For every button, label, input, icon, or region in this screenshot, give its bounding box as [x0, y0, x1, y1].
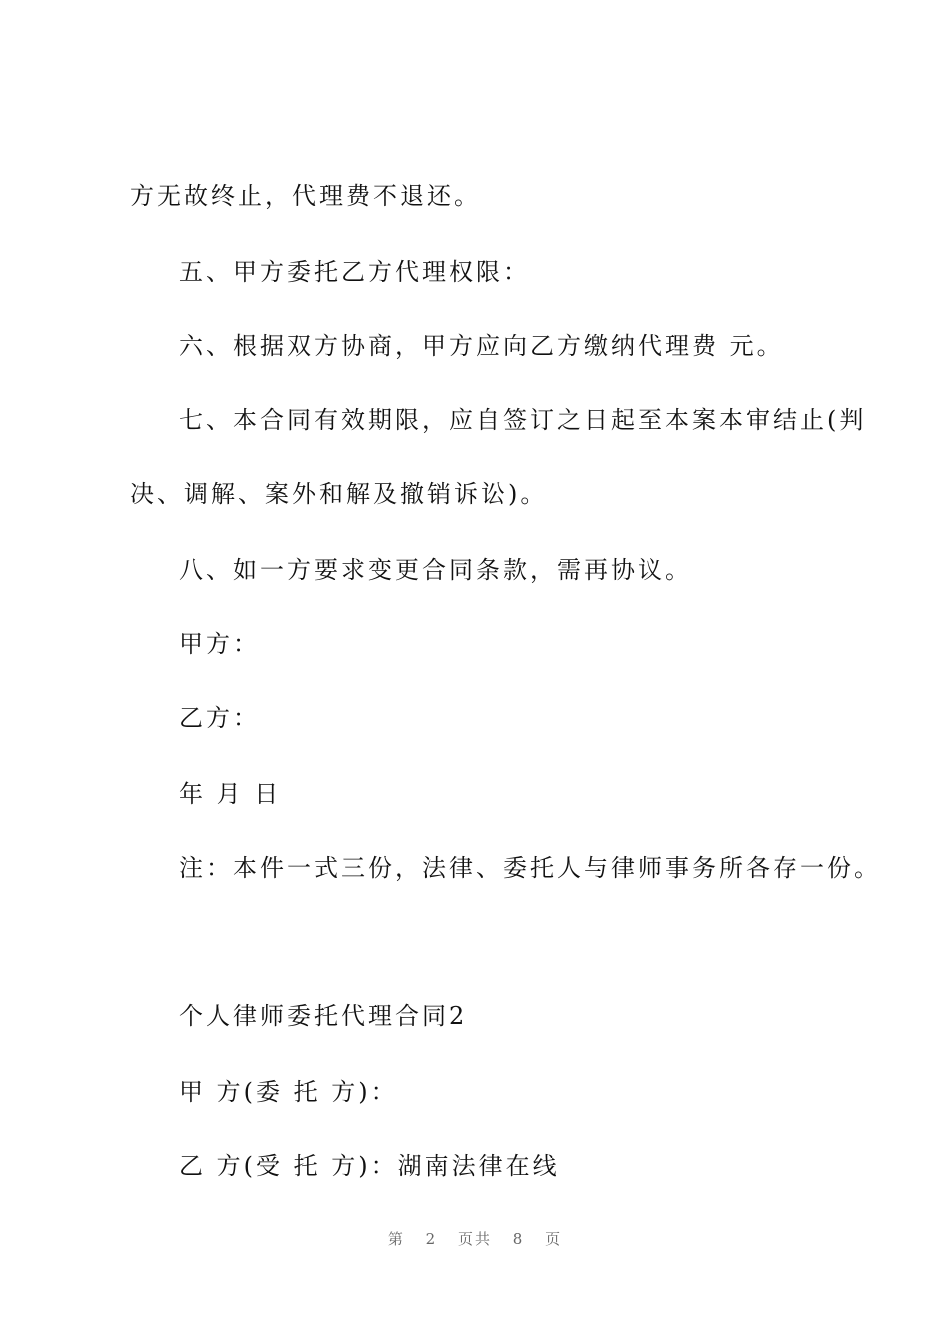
page-footer [0, 1228, 950, 1249]
clause-6: 六、根据双方协商，甲方应向乙方缴纳代理费 元。 [179, 332, 784, 360]
party-a-label: 甲方： [179, 630, 260, 658]
party-b-label: 乙方： [179, 704, 260, 732]
footer-current-page: 2 [425, 1230, 438, 1248]
clause-5: 五、甲方委托乙方代理权限： [179, 258, 530, 286]
clause-8: 八、如一方要求变更合同条款，需再协议。 [179, 556, 692, 584]
text-line-1: 方无故终止，代理费不退还。 [130, 182, 481, 210]
footer-suffix: 页 [545, 1230, 563, 1248]
date-line: 年 月 日 [179, 780, 282, 808]
clause-7: 七、本合同有效期限，应自签订之日起至本案本审结止(判 [179, 406, 867, 434]
footer-middle: 页共 [457, 1230, 492, 1248]
contract-2-title: 个人律师委托代理合同2 [179, 1002, 468, 1030]
contract-2-party-b: 乙 方(受 托 方)：湖南法律在线 [179, 1152, 560, 1180]
note-line: 注：本件一式三份，法律、委托人与律师事务所各存一份。 [179, 854, 881, 882]
clause-7-continued: 决、调解、案外和解及撤销诉讼)。 [130, 480, 548, 508]
footer-total-pages: 8 [512, 1230, 525, 1248]
footer-prefix: 第 [387, 1230, 405, 1248]
contract-2-party-a: 甲 方(委 托 方)： [179, 1078, 398, 1106]
